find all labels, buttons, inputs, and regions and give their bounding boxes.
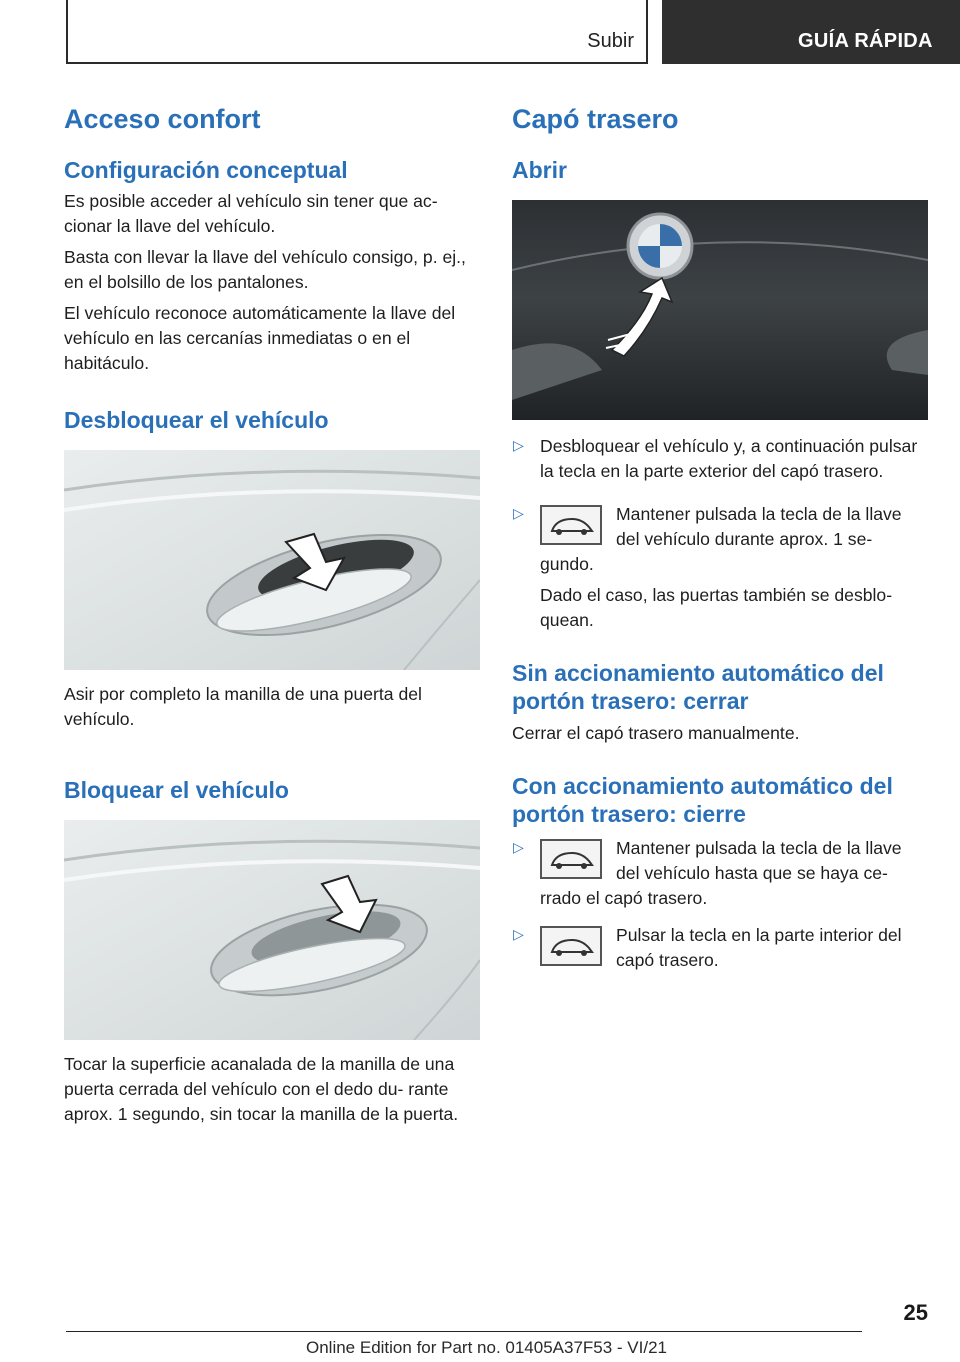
bullet-close-1 xyxy=(512,836,928,911)
door-handle-lock-image xyxy=(64,820,480,1040)
paragraph-unlock-instruction: Asir por completo la manilla de una puerta del vehículo. xyxy=(64,684,422,729)
page-number: 25 xyxy=(903,1300,928,1325)
trunk-interior-button-icon xyxy=(540,926,602,966)
bullet-close-2 xyxy=(512,923,928,973)
paragraph-concept-2: Basta con llevar la llave del vehículo consigo, p. ej., en el bolsillo de los pantalones. xyxy=(64,247,466,292)
trunk-key-button-icon xyxy=(540,839,602,879)
header-subir-tab[interactable] xyxy=(66,0,648,64)
section-tab-guia-rapida[interactable]: GUÍA RÁPIDA xyxy=(662,0,960,64)
bullet-close-1-text: Mantener pulsada la tecla de la llave del vehículo hasta que se haya ce‐ rrado el capó trasero. xyxy=(540,838,902,908)
bullet-open-1-text: Desbloquear el vehículo y, a continuación pulsar la tecla en la parte exterior del capó trasero. xyxy=(540,436,918,481)
trunk-emblem-image xyxy=(512,200,928,420)
bullet-open-1 xyxy=(512,434,928,484)
footer-edition-text: Online Edition for Part no. 01405A37F53 - VI/21 xyxy=(306,1338,668,1357)
subheading-bloquear: Bloquear el vehículo xyxy=(64,777,289,803)
bullet-open-2 xyxy=(512,502,928,633)
left-column xyxy=(64,100,480,1127)
bullet-triangle-icon: ▷ xyxy=(513,505,524,521)
door-handle-unlock-image xyxy=(64,450,480,670)
bullet-open-2-note: Dado el caso, las puertas también se desblo‐ quean. xyxy=(540,585,893,630)
paragraph-close-manual: Cerrar el capó trasero manualmente. xyxy=(512,723,800,743)
bullet-open-2-text: Mantener pulsada la tecla de la llave del vehículo durante aprox. 1 se‐ gundo. xyxy=(540,504,902,574)
bullet-triangle-icon: ▷ xyxy=(513,839,524,855)
subheading-configuracion: Configuración conceptual xyxy=(64,157,348,183)
paragraph-concept-1: Es posible acceder al vehículo sin tener que ac‐ cionar la llave del vehículo. xyxy=(64,191,438,236)
bullet-triangle-icon: ▷ xyxy=(513,437,524,453)
footer-divider xyxy=(66,1331,862,1332)
paragraph-concept-3: El vehículo reconoce automáticamente la llave del vehículo en las cercanías inmediatas o en el habitáculo. xyxy=(64,303,456,373)
subir-link[interactable]: Subir xyxy=(587,30,634,52)
subheading-con-accionamiento: Con accionamiento automático del portón trasero: cierre xyxy=(512,773,893,827)
paragraph-lock-instruction: Tocar la superficie acanalada de la manilla de una puerta cerrada del vehículo con el dedo du‐ rante aprox. 1 segundo, sin tocar la manilla de la puerta. xyxy=(64,1054,459,1124)
bullet-triangle-icon: ▷ xyxy=(513,926,524,942)
section-title-capo-trasero: Capó trasero xyxy=(512,104,679,134)
subheading-desbloquear: Desbloquear el vehículo xyxy=(64,407,329,433)
section-title-acceso-confort: Acceso confort xyxy=(64,104,261,134)
subheading-sin-accionamiento: Sin accionamiento automático del portón trasero: cerrar xyxy=(512,660,884,714)
subheading-abrir: Abrir xyxy=(512,157,567,183)
trunk-key-button-icon xyxy=(540,505,602,545)
bullet-close-2-text: Pulsar la tecla en la parte interior del capó trasero. xyxy=(616,925,902,970)
right-column xyxy=(512,100,928,973)
